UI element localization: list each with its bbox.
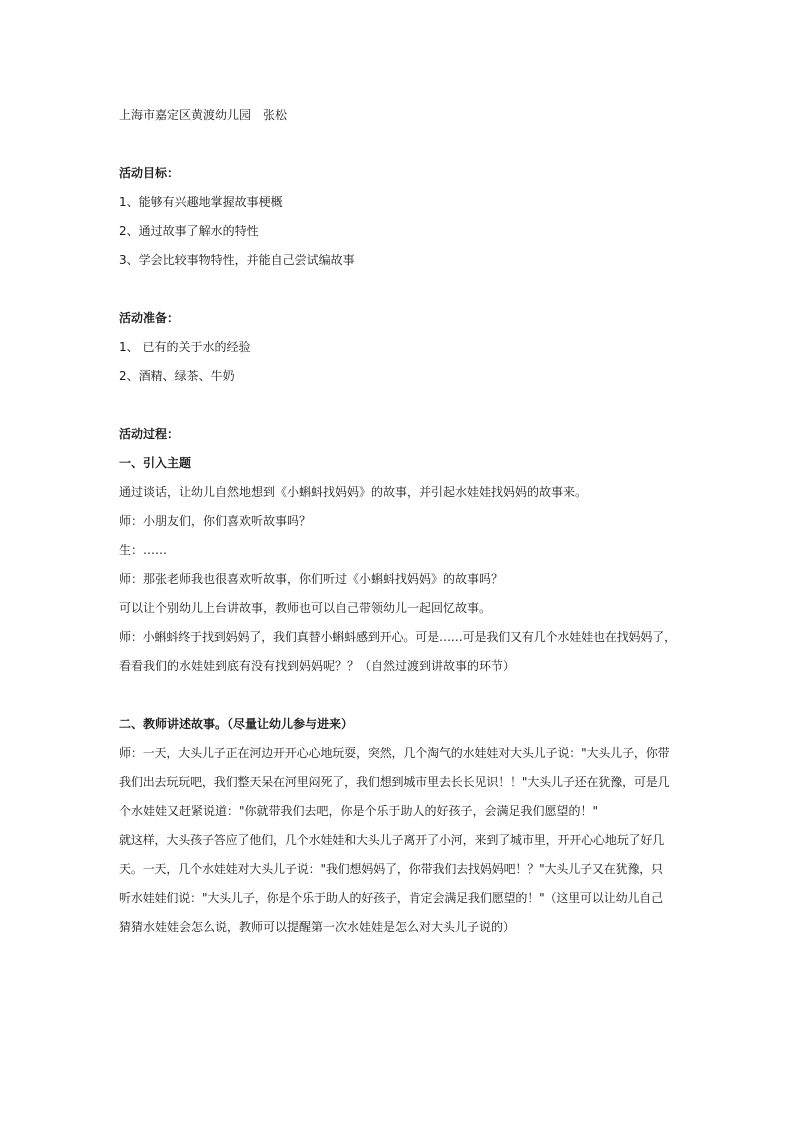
section-1-line: 师：小蝌蚪终于找到妈妈了，我们真替小蝌蚪感到开心。可是……可是我们又有几个水娃娃也在找妈妈了， <box>119 630 676 644</box>
goals-heading: 活动目标： <box>119 166 180 180</box>
preparation-item: 2、酒精、绿茶、牛奶 <box>119 369 235 383</box>
goal-item: 1、能够有兴趣地掌握故事梗概 <box>119 195 283 209</box>
section-2-line: 我们出去玩玩吧，我们整天呆在河里闷死了，我们想到城市里去长长见识！！"大头儿子还在犹豫，可是几 <box>119 775 670 789</box>
section-2-line: 师：一天，大头儿子正在河边开开心心地玩耍，突然，几个淘气的水娃娃对大头儿子说："大头儿子，你带 <box>119 746 670 760</box>
section-2-line: 个水娃娃又赶紧说道："你就带我们去吧，你是个乐于助人的好孩子，会满足我们愿望的！" <box>119 804 599 818</box>
spacer <box>119 130 679 159</box>
goal-item: 2、通过故事了解水的特性 <box>119 224 259 238</box>
section-2-line: 天。一天，几个水娃娃对大头儿子说："我们想妈妈了，你带我们去找妈妈吧！？"大头儿子又在犹豫，只 <box>119 862 663 876</box>
section-1-line: 师：那张老师我也很喜欢听故事，你们听过《小蝌蚪找妈妈》的故事吗？ <box>119 572 504 586</box>
section-1-line: 师：小朋友们，你们喜欢听故事吗？ <box>119 514 312 528</box>
spacer <box>119 391 679 420</box>
author-line: 上海市嘉定区黄渡幼儿园 张松 <box>119 108 288 122</box>
section-1-line: 生：…… <box>119 543 168 557</box>
preparation-item: 1、 已有的关于水的经验 <box>119 340 251 354</box>
section-2-line: 听水娃娃们说："大头儿子，你是个乐于助人的好孩子，肯定会满足我们愿望的！"（这里可以让幼儿自己 <box>119 891 663 905</box>
process-heading: 活动过程： <box>119 427 180 441</box>
spacer <box>119 681 679 710</box>
section-2-line: 就这样，大头孩子答应了他们，几个水娃娃和大头儿子离开了小河，来到了城市里，开开心心地玩了好几 <box>119 833 665 847</box>
section-1-title: 一、引入主题 <box>119 456 192 470</box>
section-2-title: 二、教师讲述故事。（尽量让幼儿参与进来） <box>119 717 354 731</box>
section-2-line: 猜猜水娃娃会怎么说，教师可以提醒第一次水娃娃是怎么对大头儿子说的） <box>119 920 516 934</box>
section-1-line: 通过谈话，让幼儿自然地想到《小蝌蚪找妈妈》的故事，并引起水娃娃找妈妈的故事来。 <box>119 485 588 499</box>
goal-item: 3、学会比较事物特性，并能自己尝试编故事 <box>119 253 355 267</box>
preparation-heading: 活动准备： <box>119 311 180 325</box>
spacer <box>119 275 679 304</box>
document-body <box>119 101 679 942</box>
section-1-line: 可以让个别幼儿上台讲故事，教师也可以自己带领幼儿一起回忆故事。 <box>119 601 492 615</box>
section-1-line: 看看我们的水娃娃到底有没有找到妈妈呢？？（自然过渡到讲故事的环节） <box>119 659 516 673</box>
